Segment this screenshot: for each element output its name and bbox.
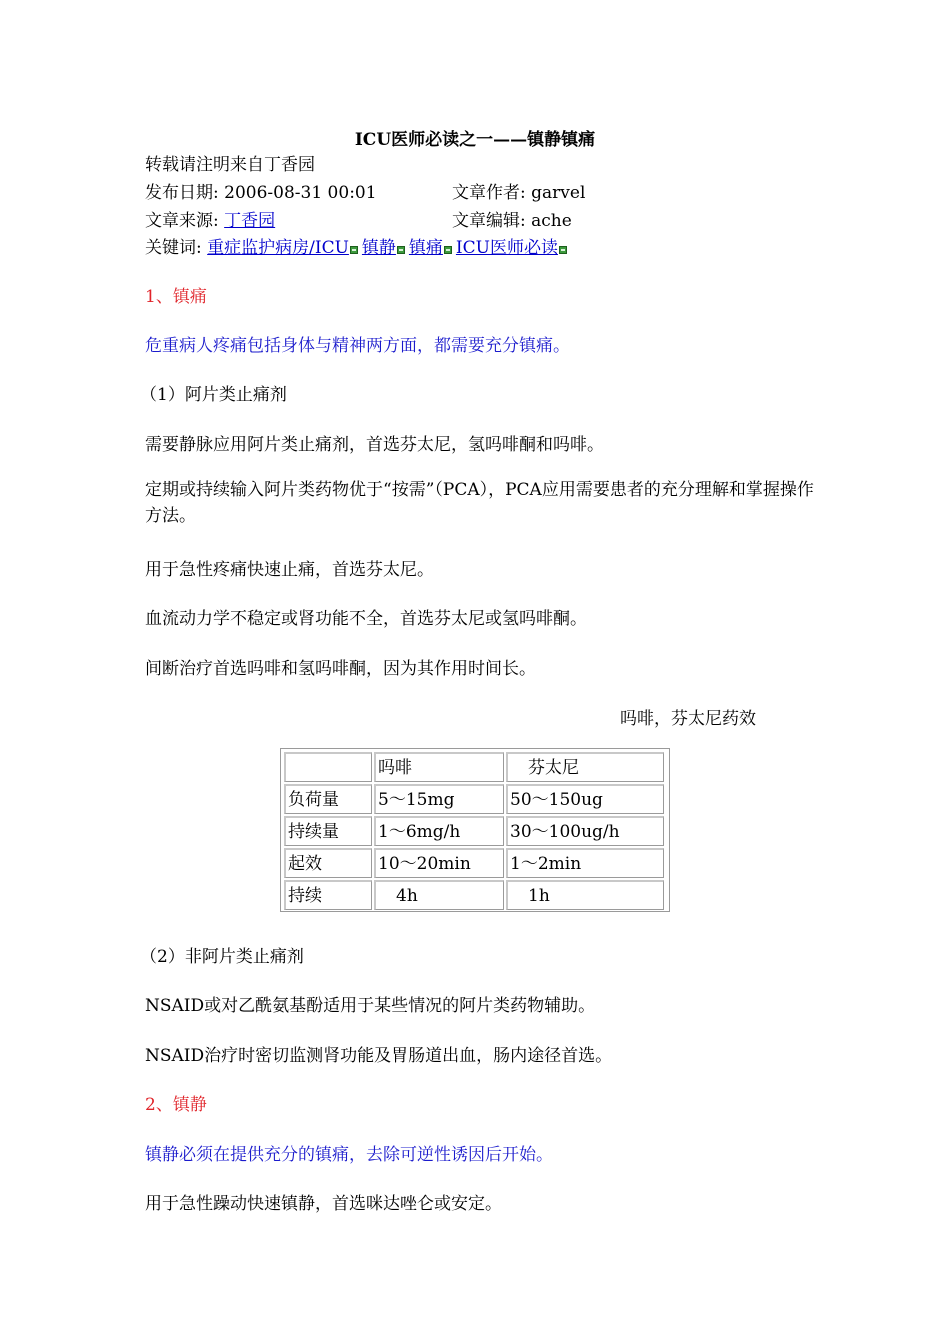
publish-date-label: 发布日期:	[145, 183, 219, 203]
section-intro-analgesia: 危重病人疼痛包括身体与精神两方面，都需要充分镇痛。	[145, 336, 570, 356]
table-header-cell: 芬太尼	[506, 752, 664, 782]
table-cell: 持续	[284, 880, 372, 910]
paragraph: 定期或持续输入阿片类药物优于“按需”（PCA），PCA应用需要患者的充分理解和掌握操作方法。	[145, 480, 814, 526]
paragraph: 血流动力学不稳定或肾功能不全，首选芬太尼或氢吗啡酮。	[145, 609, 587, 629]
table-cell: 1～2min	[506, 848, 664, 878]
paragraph: 用于急性疼痛快速止痛，首选芬太尼。	[145, 560, 434, 580]
table-caption: 吗啡，芬太尼药效	[620, 709, 756, 729]
editor-label: 文章编辑:	[452, 211, 526, 231]
keywords-line	[145, 233, 571, 258]
table-header-cell: 吗啡	[374, 752, 504, 782]
editor-line	[452, 206, 572, 231]
editor-value: ache	[531, 211, 572, 231]
publish-date-line	[145, 178, 377, 203]
table-cell: 1h	[506, 880, 664, 910]
keyword-link-icu[interactable]: 重症监护病房/ICU	[207, 238, 349, 258]
author-label: 文章作者:	[452, 183, 526, 203]
table-cell: 负荷量	[284, 784, 372, 814]
external-link-icon	[559, 246, 567, 254]
external-link-icon	[444, 246, 452, 254]
section-heading-analgesia: 1、镇痛	[145, 287, 207, 307]
table-cell: 1～6mg/h	[374, 816, 504, 846]
drug-efficacy-table	[280, 748, 670, 912]
keyword-link-sedation[interactable]: 镇静	[361, 238, 396, 258]
paragraph: NSAID或对乙酰氨基酚适用于某些情况的阿片类药物辅助。	[145, 996, 596, 1016]
paragraph: NSAID治疗时密切监测肾功能及胃肠道出血，肠内途径首选。	[145, 1046, 613, 1066]
table-cell: 5～15mg	[374, 784, 504, 814]
author-value: garvel	[531, 183, 586, 203]
author-line	[452, 178, 585, 203]
table-cell: 30～100ug/h	[506, 816, 664, 846]
page-title: ICU医师必读之一——镇静镇痛	[354, 130, 596, 150]
source-link[interactable]: 丁香园	[224, 211, 276, 231]
table-cell: 50～150ug	[506, 784, 664, 814]
publish-date-value: 2006-08-31 00:01	[224, 183, 377, 203]
table-cell: 10～20min	[374, 848, 504, 878]
paragraph: 间断治疗首选吗啡和氢吗啡酮，因为其作用时间长。	[145, 659, 536, 679]
paragraph: 需要静脉应用阿片类止痛剂，首选芬太尼，氢吗啡酮和吗啡。	[145, 435, 604, 455]
reprint-note: 转载请注明来自丁香园	[145, 155, 315, 175]
section-intro-sedation: 镇静必须在提供充分的镇痛，去除可逆性诱因后开始。	[145, 1145, 553, 1165]
keyword-link-analgesia[interactable]: 镇痛	[408, 238, 443, 258]
keyword-link-icu-must-read[interactable]: ICU医师必读	[455, 238, 558, 258]
paragraph: 用于急性躁动快速镇静，首选咪达唑仑或安定。	[145, 1194, 502, 1214]
table-cell: 起效	[284, 848, 372, 878]
external-link-icon	[350, 246, 358, 254]
subheading-non-opioids: （2）非阿片类止痛剂	[140, 947, 304, 967]
source-line	[145, 206, 275, 231]
table-cell: 持续量	[284, 816, 372, 846]
source-label: 文章来源:	[145, 211, 219, 231]
section-heading-sedation: 2、镇静	[145, 1095, 207, 1115]
subheading-opioids: （1）阿片类止痛剂	[140, 385, 287, 405]
table-header-cell	[284, 752, 372, 782]
keywords-label: 关键词:	[145, 238, 202, 258]
external-link-icon	[397, 246, 405, 254]
table-cell: 4h	[374, 880, 504, 910]
